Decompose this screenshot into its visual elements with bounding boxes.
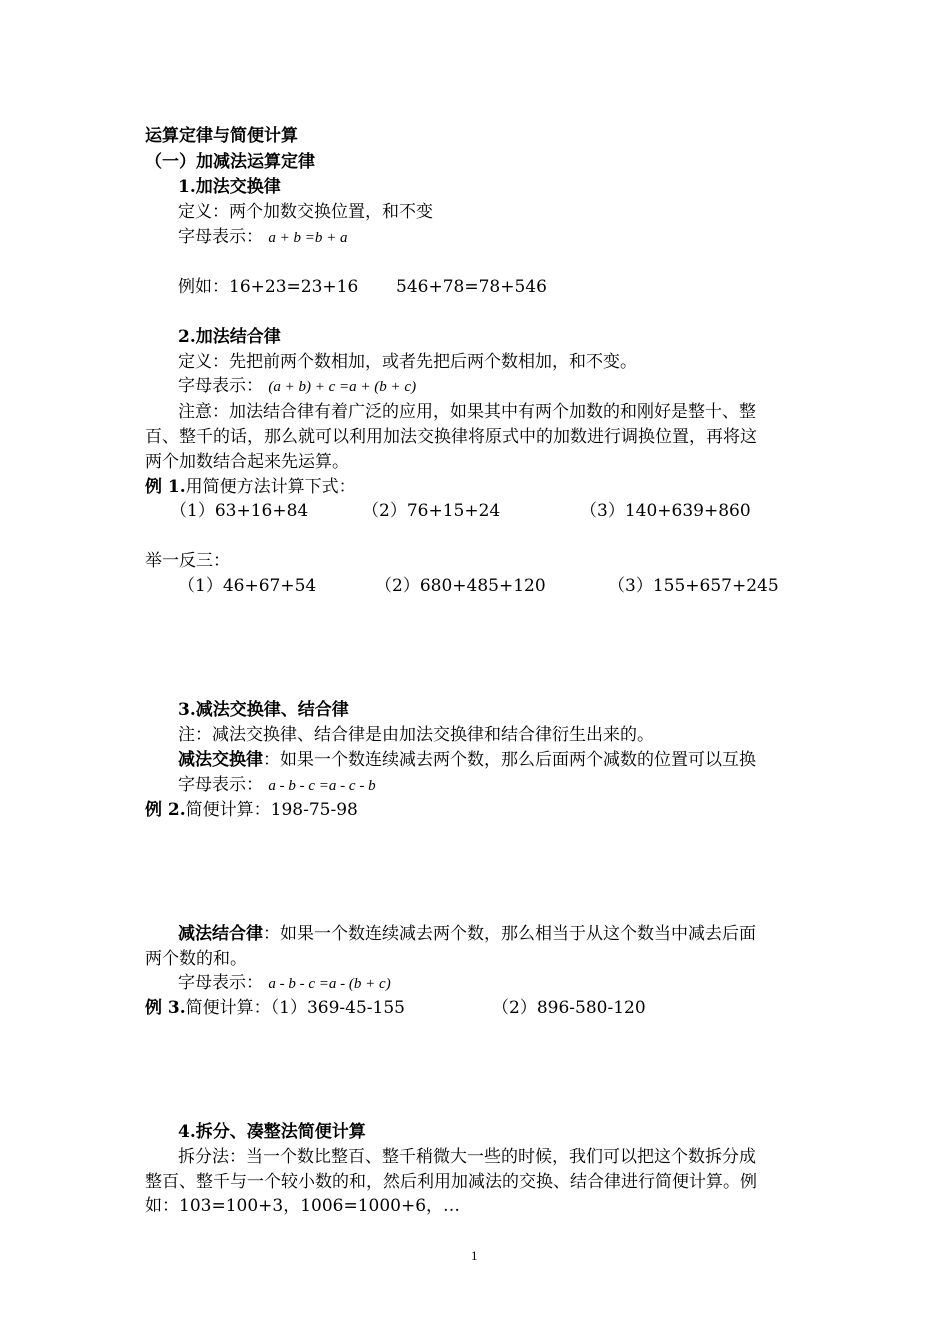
example1-item-2: （2）76+15+24 — [362, 501, 501, 521]
practice-item-3: （3）155+657+245 — [608, 576, 779, 596]
law3-assoc-formula-row — [178, 971, 391, 996]
law3-swap-row — [178, 748, 756, 772]
page-title: 运算定律与简便计算 — [145, 126, 298, 146]
law2-note-line-2: 百、整千的话，那么就可以利用加法交换律将原式中的加数进行调换位置，再将这 — [145, 427, 757, 447]
law2-formula-label: 字母表示： — [178, 376, 263, 396]
law3-assoc-text-1: ：如果一个数连续减去两个数，那么相当于从这个数当中减去后面 — [263, 924, 756, 944]
example2-text: 简便计算：198-75-98 — [185, 800, 358, 820]
example3-item-2: （2）896-580-120 — [492, 998, 646, 1018]
example1-item-3: （3）140+639+860 — [580, 501, 751, 521]
practice-item-2: （2）680+485+120 — [375, 576, 546, 596]
law3-assoc-label: 减法结合律 — [178, 924, 263, 944]
example3-label: 例 3. — [145, 998, 186, 1018]
law1-example-2: 546+78=78+546 — [396, 277, 547, 297]
law3-assoc-formula: a - b - c =a - (b + c) — [268, 976, 391, 992]
section-heading: （一）加减法运算定律 — [145, 152, 315, 172]
law1-example-label: 例如： — [178, 277, 229, 297]
example2-label: 例 2. — [145, 800, 186, 820]
example3-text: 简便计算：（1）369-45-155 — [185, 998, 406, 1018]
law2-note-line-1: 注意：加法结合律有着广泛的应用，如果其中有两个加数的和刚好是整十、整 — [178, 402, 756, 422]
law3-heading: 3.减法交换律、结合律 — [178, 700, 349, 720]
practice-item-1: （1）46+67+54 — [178, 576, 317, 596]
law1-formula-row — [178, 225, 348, 250]
law4-line-1: 拆分法：当一个数比整百、整千稍微大一些的时候，我们可以把这个数拆分成 — [178, 1147, 756, 1167]
law2-note-line-3: 两个加数结合起来先运算。 — [145, 452, 349, 472]
example1-item-1: （1）63+16+84 — [170, 501, 309, 521]
example2-row — [145, 798, 358, 822]
law3-swap-formula-row — [178, 773, 376, 798]
law2-definition: 定义：先把前两个数相加，或者先把后两个数相加，和不变。 — [178, 352, 637, 372]
law1-example-row — [178, 275, 358, 299]
law2-formula: (a + b) + c =a + (b + c) — [268, 379, 417, 395]
law3-swap-formula: a - b - c =a - c - b — [268, 778, 376, 794]
example3-row — [145, 996, 405, 1020]
law1-formula: a + b =b + a — [268, 230, 348, 246]
law3-assoc-row — [178, 922, 756, 946]
law4-line-2: 整百、整千与一个较小数的和，然后利用加减法的交换、结合律进行简便计算。例 — [145, 1172, 757, 1192]
example1-row — [145, 475, 356, 499]
page-number: 1 — [471, 1248, 478, 1263]
example1-label: 例 1. — [145, 477, 186, 497]
law3-note: 注：减法交换律、结合律是由加法交换律和结合律衍生出来的。 — [178, 725, 654, 745]
law4-heading: 4.拆分、凑整法简便计算 — [178, 1122, 366, 1142]
law1-example-1: 16+23=23+16 — [229, 277, 359, 297]
example1-text: 用简便方法计算下式： — [185, 477, 356, 497]
law3-swap-formula-label: 字母表示： — [178, 775, 263, 795]
law1-formula-label: 字母表示： — [178, 227, 263, 247]
law3-assoc-formula-label: 字母表示： — [178, 973, 263, 993]
practice-label: 举一反三： — [145, 551, 230, 571]
law3-swap-label: 减法交换律 — [178, 750, 263, 770]
law2-formula-row — [178, 374, 416, 399]
law1-heading: 1.加法交换律 — [178, 177, 281, 197]
law2-heading: 2.加法结合律 — [178, 327, 281, 347]
law4-line-3: 如：103=100+3，1006=1000+6，… — [145, 1196, 461, 1216]
law1-definition: 定义：两个加数交换位置，和不变 — [178, 202, 433, 222]
law3-swap-text: ：如果一个数连续减去两个数，那么后面两个减数的位置可以互换 — [263, 750, 756, 770]
law3-assoc-text-2: 两个数的和。 — [145, 949, 247, 969]
